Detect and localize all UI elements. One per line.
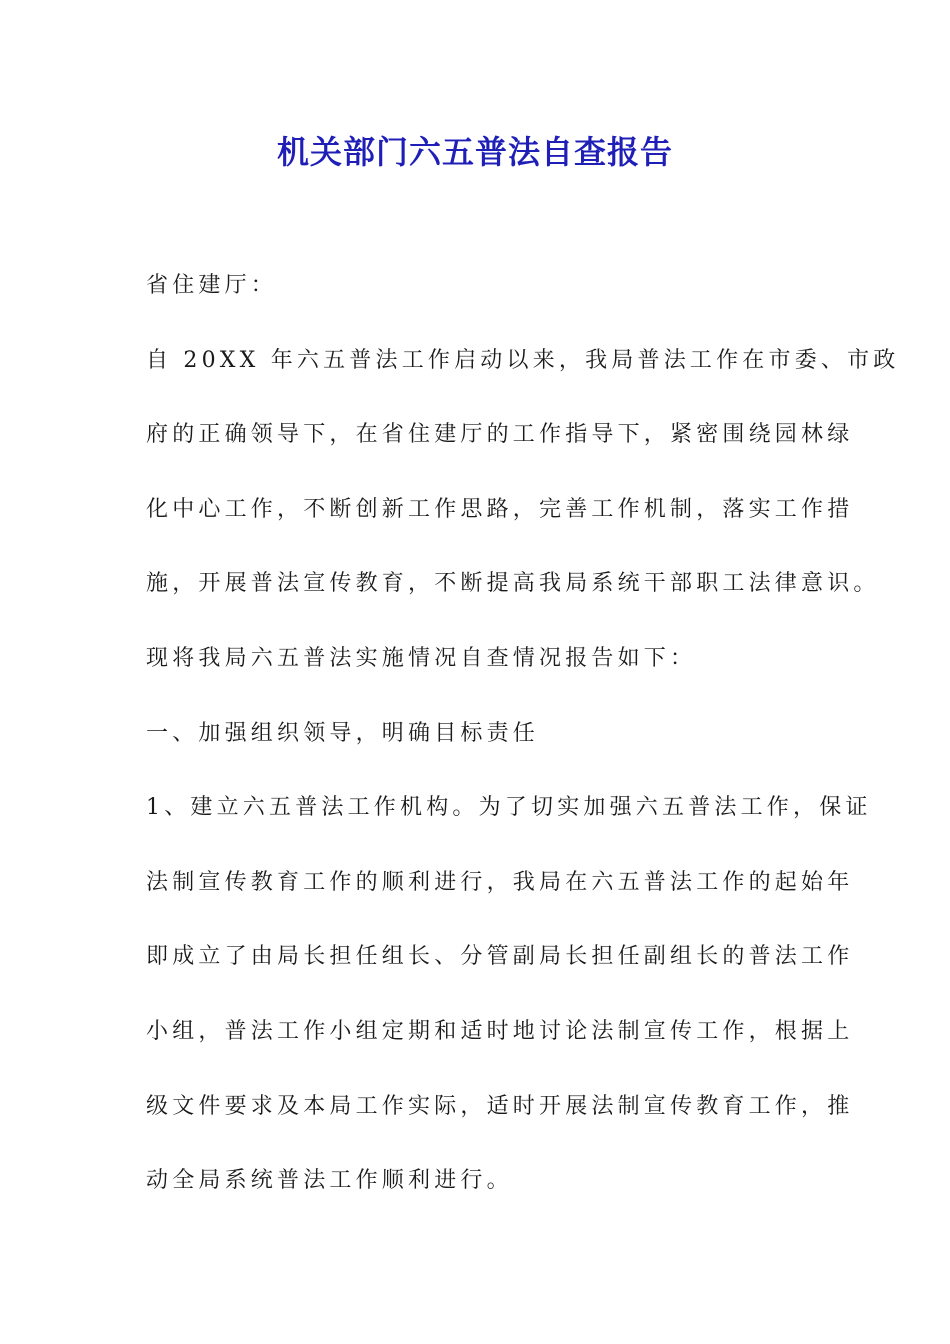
paragraph-line: 法制宣传教育工作的顺利进行，我局在六五普法工作的起始年: [146, 869, 854, 895]
paragraph-line: 即成立了由局长担任组长、分管副局长担任副组长的普法工作: [146, 944, 854, 970]
paragraph-line: 自 20XX 年六五普法工作启动以来，我局普法工作在市委、市政: [146, 347, 900, 373]
section-heading: 一、加强组织领导，明确目标责任: [146, 720, 540, 746]
paragraph-line: 施，开展普法宣传教育，不断提高我局系统干部职工法律意识。: [146, 571, 880, 597]
paragraph-line: 级文件要求及本局工作实际，适时开展法制宣传教育工作，推: [146, 1093, 854, 1119]
paragraph-line: 化中心工作，不断创新工作思路，完善工作机制，落实工作措: [146, 496, 854, 522]
paragraph-line: 现将我局六五普法实施情况自查情况报告如下：: [146, 645, 697, 671]
paragraph-line: 1、建立六五普法工作机构。为了切实加强六五普法工作，保证: [146, 795, 872, 821]
salutation-line: 省住建厅：: [146, 273, 278, 298]
paragraph-line: 小组，普法工作小组定期和适时地讨论法制宣传工作，根据上: [146, 1018, 854, 1044]
document-title: 机关部门六五普法自查报告: [276, 133, 673, 171]
paragraph-line: 动全局系统普法工作顺利进行。: [146, 1168, 513, 1194]
paragraph-line: 府的正确领导下，在省住建厅的工作指导下，紧密围绕园林绿: [146, 422, 854, 448]
document-body: [146, 263, 900, 1233]
